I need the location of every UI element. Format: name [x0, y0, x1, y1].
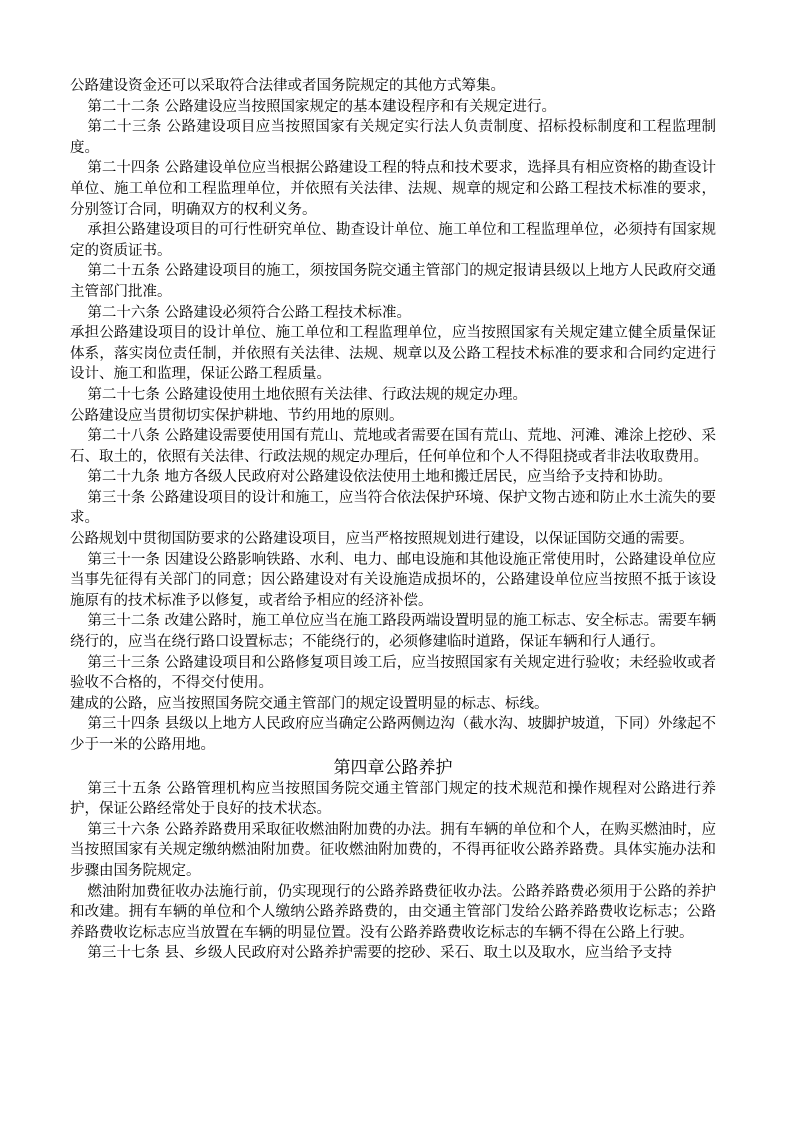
article-26: 第二十六条 公路建设必须符合公路工程技术标准。 — [87, 304, 411, 321]
article-32: 第三十二条 改建公路时，施工单位应当在施工路段两端设置明显的施工标志、安全标志。需要车辆绕行的，应当在绕行路口设置标志；不能绕行的，必须修建临时道路，保证车辆和行人通行。 — [70, 613, 716, 651]
article-34: 第三十四条 县级以上地方人民政府应当确定公路两侧边沟（截水沟、坡脚护坡道，下同）外缘起不少于一米的公路用地。 — [70, 716, 716, 753]
paragraph: 承担公路建设项目的可行性研究单位、勘查设计单位、施工单位和工程监理单位，必须持有国家规定的资质证书。 — [70, 222, 716, 259]
paragraph: 燃油附加费征收办法施行前，仍实现现行的公路养路费征收办法。公路养路费必须用于公路的养护和改建。拥有车辆的单位和个人缴纳公路养路费的，由交通主管部门发给公路养路费收讫标志；公路养路费收讫标志应当放置在车辆的明显位置。没有公路养路费收讫标志的车辆不得在公路上行驶。 — [70, 883, 716, 941]
article-31: 第三十一条 因建设公路影响铁路、水利、电力、邮电设施和其他设施正常使用时，公路建设单位应当事先征得有关部门的同意；因公路建设对有关设施造成损坏的，公路建设单位应当按照不抵于该设施原有的技术标准予以修复，或者给予相应的经济补偿。 — [70, 551, 716, 609]
article-29: 第二十九条 地方各级人民政府对公路建设依法使用土地和搬迁居民，应当给予支持和协助。 — [87, 469, 672, 486]
paragraph: 公路建设应当贯彻切实保护耕地、节约用地的原则。 — [70, 407, 404, 424]
article-27: 第二十七条 公路建设使用土地依照有关法律、行政法规的规定办理。 — [87, 386, 527, 403]
paragraph: 建成的公路，应当按照国务院交通主管部门的规定设置明显的标志、标线。 — [70, 695, 549, 712]
paragraph: 公路建设资金还可以采取符合法律或者国务院规定的其他方式筹集。 — [70, 78, 505, 94]
article-33: 第三十三条 公路建设项目和公路修复项目竣工后，应当按照国家有关规定进行验收；未经验收或者验收不合格的，不得交付使用。 — [70, 654, 716, 692]
article-22: 第二十二条 公路建设应当按照国家规定的基本建设程序和有关规定进行。 — [87, 98, 556, 115]
article-25: 第二十五条 公路建设项目的施工，须按国务院交通主管部门的规定报请县级以上地方人民政府交通主管部门批准。 — [70, 263, 716, 300]
article-24: 第二十四条 公路建设单位应当根据公路建设工程的特点和技术要求，选择具有相应资格的勘查设计单位、施工单位和工程监理单位，并依照有关法律、法规、规章的规定和公路工程技术标准的要求，分别签订合同，明确双方的权利义务。 — [70, 160, 716, 218]
chapter-heading: 第四章公路养护 — [333, 757, 453, 778]
article-28: 第二十八条 公路建设需要使用国有荒山、荒地或者需要在国有荒山、荒地、河滩、滩涂上挖砂、采石、取土的，依照有关法律、行政法规的规定办理后，任何单位和个人不得阻挠或者非法收取费用。 — [70, 428, 716, 465]
article-35: 第三十五条 公路管理机构应当按照国务院交通主管部门规定的技术规范和操作规程对公路进行养护，保证公路经常处于良好的技术状态。 — [70, 780, 716, 818]
article-36: 第三十六条 公路养路费用采取征收燃油附加费的办法。拥有车辆的单位和个人，在购买燃油时，应当按照国家有关规定缴纳燃油附加费。征收燃油附加费的，不得再征收公路养路费。具体实施办法和步骤由国务院规定。 — [70, 821, 716, 879]
article-30: 第三十条 公路建设项目的设计和施工，应当符合依法保护环境、保护文物古迹和防止水土流失的要求。 — [70, 489, 716, 527]
document-page — [70, 76, 716, 964]
paragraph: 公路规划中贯彻国防要求的公路建设项目，应当严格按照规划进行建设，以保证国防交通的需要。 — [70, 531, 694, 548]
article-37: 第三十七条 县、乡级人民政府对公路养护需要的挖砂、采石、取土以及取水，应当给予支持 — [87, 945, 672, 962]
article-23: 第二十三条 公路建设项目应当按照国家有关规定实行法人负责制度、招标投标制度和工程监理制度。 — [70, 119, 716, 156]
paragraph: 承担公路建设项目的设计单位、施工单位和工程监理单位，应当按照国家有关规定建立健全质量保证体系，落实岗位责任制，并依照有关法律、法规、规章以及公路工程技术标准的要求和合同约定进行设计、施工和监理，保证公路工程质量。 — [70, 325, 716, 383]
